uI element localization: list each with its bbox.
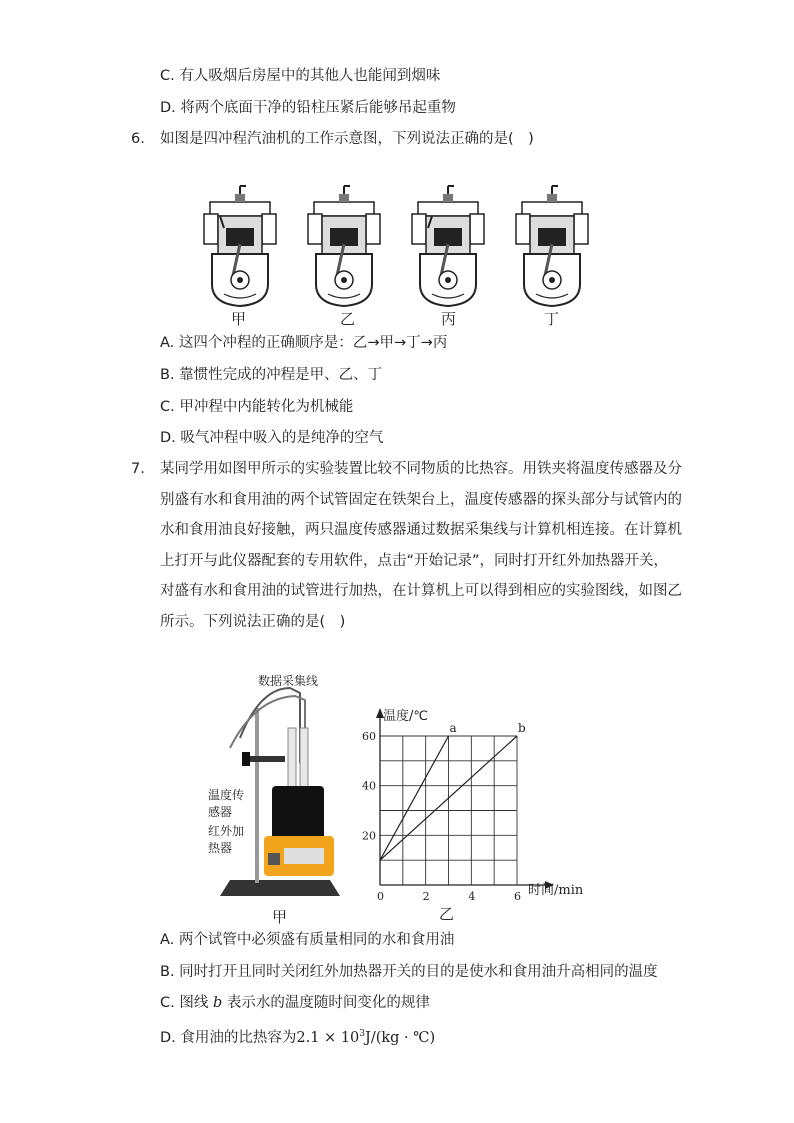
q7-option-d-prefix: D. 食用油的比热容为	[160, 1029, 297, 1046]
chart-fig-label: 乙	[439, 905, 455, 920]
chart-grid	[380, 736, 517, 885]
q6-option-c: C. 甲冲程中内能转化为机械能	[160, 399, 354, 415]
series-label-a: a	[449, 721, 457, 735]
x-axis-label: 时间/min	[528, 883, 584, 898]
x-tick-label: 0	[377, 890, 384, 903]
option-c-prev: C. 有人吸烟后房屋中的其他人也能闻到烟味	[160, 68, 441, 84]
q7-option-c-suffix: 表示水的温度随时间变化的规律	[226, 995, 430, 1011]
label-sensor-2: 感器	[208, 805, 233, 819]
q7-option-c-var: b	[212, 995, 223, 1011]
question-7-stem	[160, 454, 680, 637]
label-heater-1: 红外加	[208, 824, 245, 838]
y-axis-label: 温度/℃	[383, 709, 428, 724]
x-tick-label: 4	[468, 890, 476, 903]
engine-strokes-figure	[200, 184, 600, 334]
q7-option-d-exp: 3	[359, 1029, 366, 1039]
q7-option-b: B. 同时打开且同时关闭红外加热器开关的目的是使水和食用油升高相同的温度	[160, 964, 658, 980]
engine-label-bing: 丙	[441, 310, 457, 328]
y-tick-label: 20	[362, 829, 376, 843]
x-tick-label: 6	[514, 890, 521, 903]
q7-option-c	[160, 993, 430, 1013]
stem-line: 所示。下列说法正确的是( )	[160, 613, 346, 630]
stem-line: 水和食用油良好接触，两只温度传感器通过数据采集线与计算机相连接。在计算机	[160, 522, 682, 538]
question-6-number: 6.	[131, 131, 145, 147]
stem-line: 上打开与此仪器配套的专用软件，点击“开始记录”，同时打开红外加热器开关，	[160, 552, 669, 569]
engine-label-yi: 乙	[340, 310, 356, 328]
stem-line: 某同学用如图甲所示的实验装置比较不同物质的比热容。用铁夹将温度传感器及分	[160, 461, 682, 477]
engine-jia-icon	[204, 186, 276, 306]
y-tick-label: 40	[362, 779, 376, 793]
stem-line: 别盛有水和食用油的两个试管固定在铁架台上，温度传感器的探头部分与试管内的	[160, 491, 682, 508]
label-heater-2: 热器	[208, 841, 233, 855]
engine-label-jia: 甲	[231, 310, 247, 328]
q7-option-d-unit: J/(kg · ℃)	[365, 1029, 436, 1046]
q6-option-a: A. 这四个冲程的正确顺序是：乙→甲→丁→丙	[160, 335, 448, 351]
q6-option-d: D. 吸气冲程中吸入的是纯净的空气	[160, 430, 384, 446]
y-tick-label: 60	[362, 730, 376, 743]
question-7-number: 7.	[131, 461, 145, 477]
label-data-cable: 数据采集线	[258, 674, 319, 688]
option-d-prev: D. 将两个底面干净的铅柱压紧后能够吊起重物	[160, 100, 456, 116]
q7-option-c-prefix: C. 图线	[160, 995, 209, 1011]
series-line-a	[380, 736, 449, 860]
engine-ding-icon	[516, 186, 588, 306]
q6-option-b: B. 靠惯性完成的冲程是甲、乙、丁	[160, 367, 383, 383]
chart-ticks	[362, 730, 521, 903]
x-tick-label: 2	[422, 890, 430, 903]
q7-option-d-value: 2.1 × 10	[296, 1029, 360, 1046]
engine-label-ding: 丁	[544, 310, 560, 328]
engine-bing-icon	[412, 186, 484, 306]
temperature-time-chart	[355, 700, 595, 920]
q7-option-d	[160, 1024, 435, 1048]
question-6-stem: 如图是四冲程汽油机的工作示意图，下列说法正确的是( )	[160, 131, 534, 147]
figure-label-jia: 甲	[272, 908, 288, 926]
engine-yi-icon	[308, 186, 380, 306]
label-sensor-1: 温度传	[208, 788, 245, 802]
chart-series	[380, 721, 526, 860]
series-label-b: b	[518, 721, 526, 735]
q7-option-a: A. 两个试管中必须盛有质量相同的水和食用油	[160, 932, 455, 948]
stem-line: 对盛有水和食用油的试管进行加热，在计算机上可以得到相应的实验图线，如图乙	[160, 583, 682, 599]
